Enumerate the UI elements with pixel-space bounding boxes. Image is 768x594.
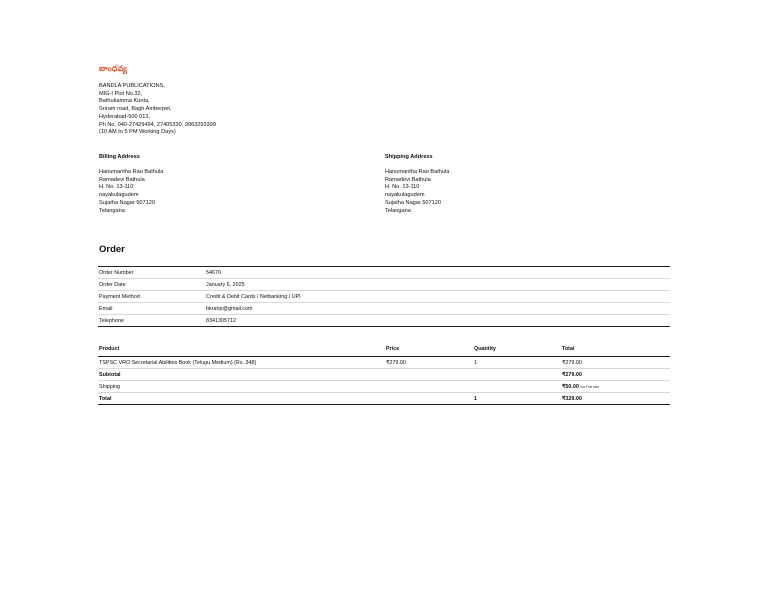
product-quantity: 1 [473, 357, 561, 369]
product-total: ₹279.00 [561, 357, 670, 369]
total-row [98, 393, 670, 405]
telephone-label: Telephone [99, 317, 124, 324]
quantity-header: Quantity [473, 341, 561, 357]
total-label: Total [98, 393, 385, 405]
product-price: ₹279.00 [385, 357, 473, 369]
shipping-address [385, 154, 449, 216]
table-row [98, 291, 670, 303]
shipping-value: ₹50.00 [562, 383, 579, 390]
payment-method-label: Payment Method [98, 291, 205, 303]
shipping-line: Sujatha Nagar 507120 [385, 199, 441, 206]
telephone-value: 8341305712 [206, 317, 236, 324]
shipping-line: H. No. 13-110 [385, 184, 420, 191]
total-value: ₹329.00 [561, 393, 670, 405]
payment-method-value: Credit & Debit Cards / Netbanking / UPI [205, 291, 670, 303]
billing-line: Ramadevi Bathula [99, 176, 145, 183]
products-table [98, 341, 670, 405]
order-title: Order [99, 244, 125, 255]
company-line: Sriram road, Bagh Amberpet, [99, 106, 172, 113]
price-header: Price [385, 341, 473, 357]
table-header-row [98, 341, 670, 357]
shipping-address-title: Shipping Address [385, 154, 433, 160]
shipping-note: via Flat rate [580, 384, 600, 389]
company-address [99, 83, 216, 137]
billing-line: H. No. 13-110 [99, 184, 134, 191]
email-label: Email [98, 303, 205, 315]
billing-line: nayakulagudem [99, 192, 139, 199]
shipping-value-cell [561, 381, 670, 393]
table-row [98, 357, 670, 369]
billing-line: Sujatha Nagar 507120 [99, 199, 155, 206]
subtotal-label: Subtotal [98, 369, 385, 381]
company-line: BANDLA PUBLICATIONS, [99, 83, 165, 89]
product-header: Product [98, 341, 385, 357]
company-line: MIG-I Plot No.32, [99, 90, 143, 97]
order-info-table [98, 266, 670, 327]
company-line: (10 AM to 5 PM Working Days) [99, 129, 176, 136]
billing-address [99, 154, 163, 216]
billing-line: Hanumantha Rao Bathula [99, 168, 164, 175]
shipping-line: Hanumantha Rao Bathula [385, 168, 450, 175]
billing-address-title: Billing Address [99, 154, 140, 160]
company-line: Bathukamma Kunta, [99, 98, 150, 105]
shipping-line: nayakulagudem [385, 192, 425, 199]
total-quantity: 1 [473, 393, 561, 405]
table-row [98, 267, 670, 279]
billing-line: Telangana [99, 207, 125, 214]
table-row [98, 303, 670, 315]
publisher-logo: బాంధవ్య [99, 64, 128, 73]
shipping-row [98, 381, 670, 393]
subtotal-value: ₹279.00 [561, 369, 670, 381]
order-number-value: 54670 [205, 267, 670, 279]
shipping-line: Ramadevi Bathula [385, 176, 431, 183]
subtotal-row [98, 369, 670, 381]
company-line: Hyderabad-500 013, [99, 113, 151, 120]
total-header: Total [561, 341, 670, 357]
order-date-label: Order Date [98, 279, 205, 291]
table-row [98, 279, 670, 291]
order-number-label: Order Number [98, 267, 205, 279]
table-row [98, 315, 670, 327]
email-value: bkrahp@gmail.com [205, 303, 670, 315]
product-name: TSPSC VRO Secretarial Abilities Book (Telugu Medium) (Rs. 348) [98, 357, 385, 369]
shipping-label: Shipping [98, 381, 385, 393]
shipping-line: Telangana [385, 207, 411, 214]
order-date-value: January 6, 2025 [205, 279, 670, 291]
company-line: Ph No. 040-27429494, 27405330, 9963293399 [99, 121, 216, 128]
